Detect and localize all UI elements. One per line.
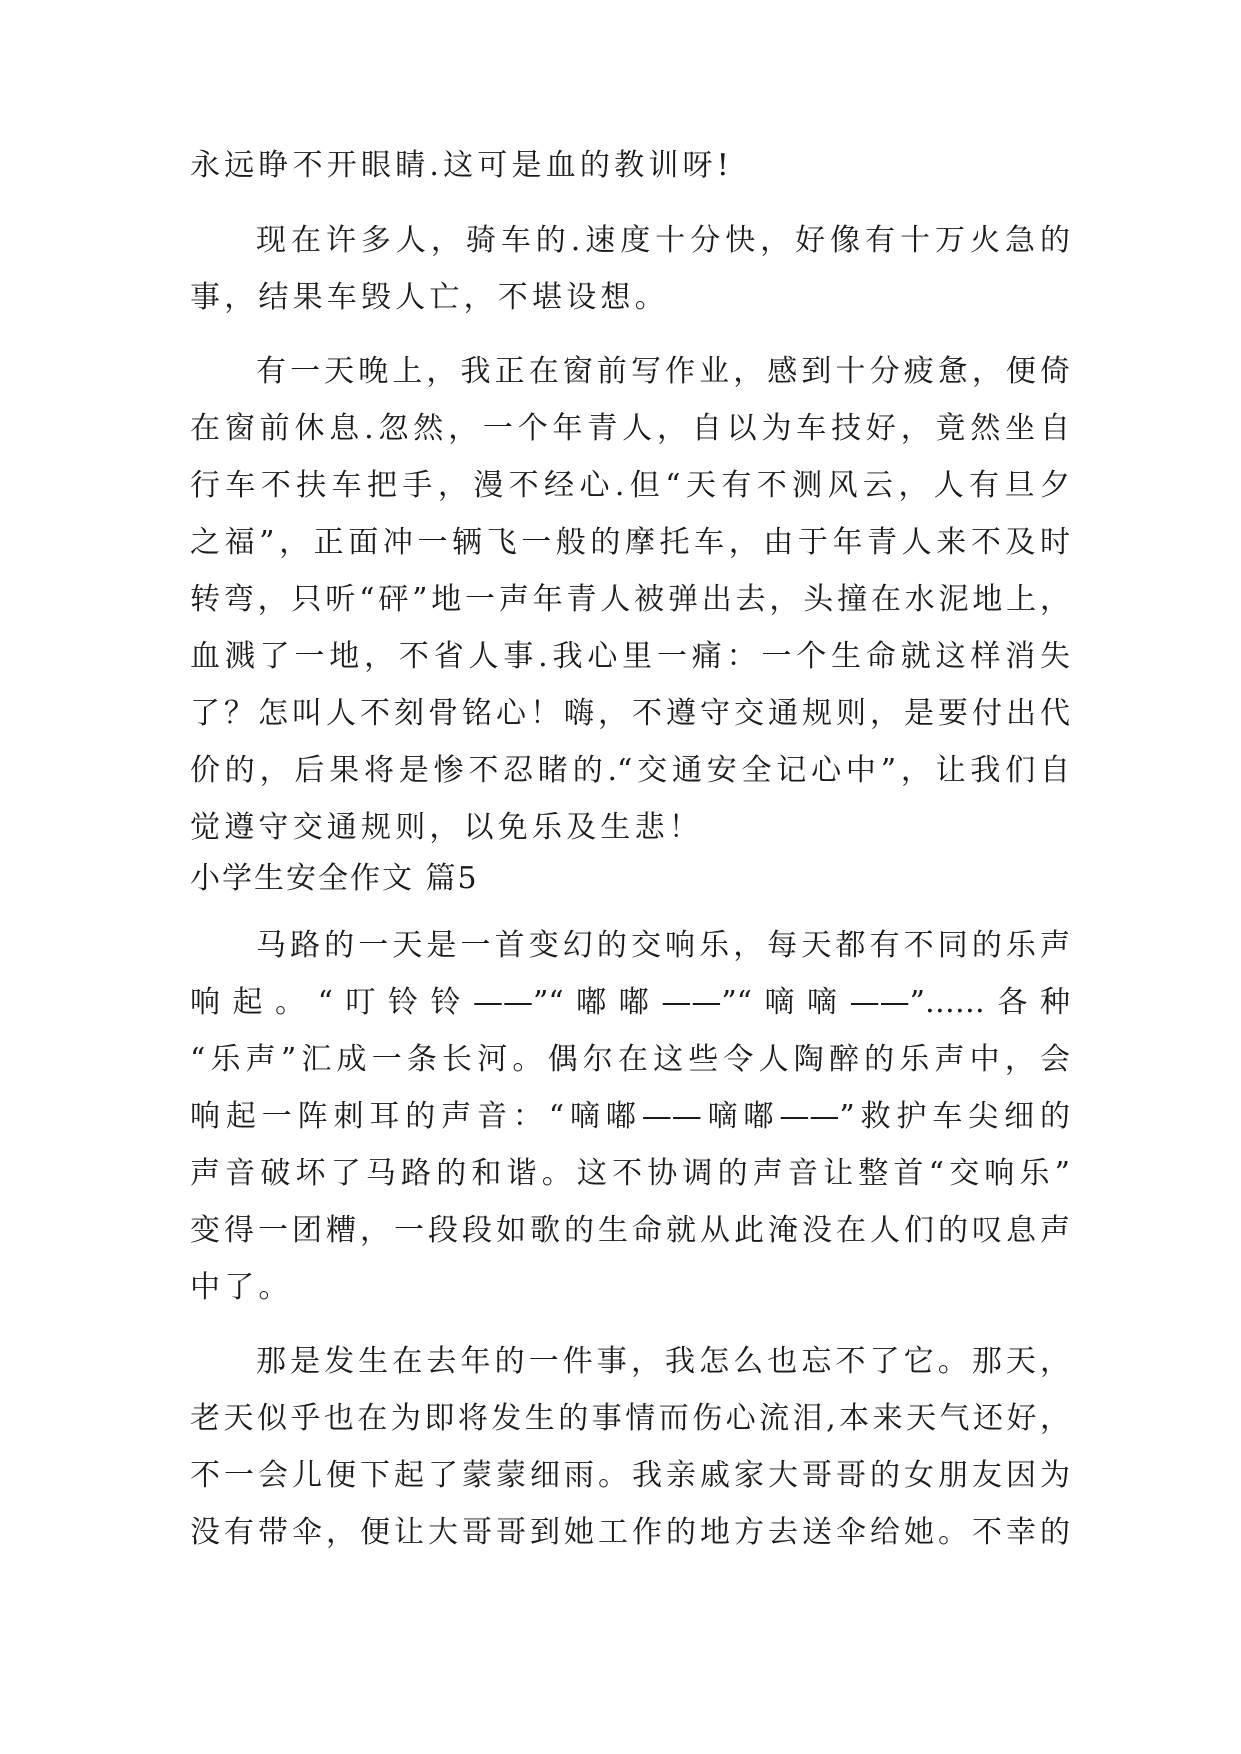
text-line: 转弯，只听“砰”地一声年青人被弹出去，头撞在水泥地上， bbox=[190, 582, 1070, 617]
text-line: 永远睁不开眼睛.这可是血的教训呀! bbox=[190, 148, 733, 183]
text-line: 之福”，正面冲一辆飞一般的摩托车，由于年青人来不及时 bbox=[190, 525, 1070, 560]
text-line: 不一会儿便下起了蒙蒙细雨。我亲戚家大哥哥的女朋友因为 bbox=[190, 1458, 1070, 1493]
text-line: 响起一阵刺耳的声音：“嘀嘟——嘀嘟——”救护车尖细的 bbox=[190, 1099, 1070, 1134]
paragraph-first-line: 现在许多人，骑车的.速度十分快，好像有十万火急的 bbox=[256, 223, 1070, 258]
text-line: 老天似乎也在为即将发生的事情而伤心流泪,本来天气还好， bbox=[190, 1401, 1070, 1436]
text-line: 觉遵守交通规则，以免乐及生悲！ bbox=[190, 810, 703, 845]
paragraph-first-line: 那是发生在去年的一件事，我怎么也忘不了它。那天， bbox=[256, 1344, 1070, 1379]
text-line: “乐声”汇成一条长河。偶尔在这些令人陶醉的乐声中，会 bbox=[190, 1042, 1070, 1077]
text-line: 响起。“叮铃铃——”“嘟嘟——”“嘀嘀——”……各种 bbox=[190, 985, 1070, 1020]
text-line: 声音破坏了马路的和谐。这不协调的声音让整首“交响乐” bbox=[190, 1156, 1070, 1191]
text-line: 血溅了一地，不省人事.我心里一痛：一个生命就这样消失 bbox=[190, 639, 1070, 674]
text-line: 价的，后果将是惨不忍睹的.“交通安全记心中”，让我们自 bbox=[190, 753, 1070, 788]
text-line: 在窗前休息.忽然，一个年青人，自以为车技好，竟然坐自 bbox=[190, 411, 1070, 446]
text-line: 了？怎叫人不刻骨铭心！嗨，不遵守交通规则，是要付出代 bbox=[190, 696, 1070, 731]
text-line: 没有带伞，便让大哥哥到她工作的地方去送伞给她。不幸的 bbox=[190, 1515, 1070, 1550]
text-line: 行车不扶车把手，漫不经心.但“天有不测风云，人有旦夕 bbox=[190, 468, 1070, 503]
section-heading: 小学生安全作文 篇5 bbox=[190, 861, 479, 896]
text-line: 变得一团糟，一段段如歌的生命就从此淹没在人们的叹息声 bbox=[190, 1213, 1070, 1248]
text-line: 中了。 bbox=[190, 1270, 293, 1305]
paragraph-first-line: 有一天晚上，我正在窗前写作业，感到十分疲惫，便倚 bbox=[256, 354, 1070, 389]
text-line: 事，结果车毁人亡，不堪设想。 bbox=[190, 280, 669, 315]
paragraph-first-line: 马路的一天是一首变幻的交响乐，每天都有不同的乐声 bbox=[256, 928, 1070, 963]
